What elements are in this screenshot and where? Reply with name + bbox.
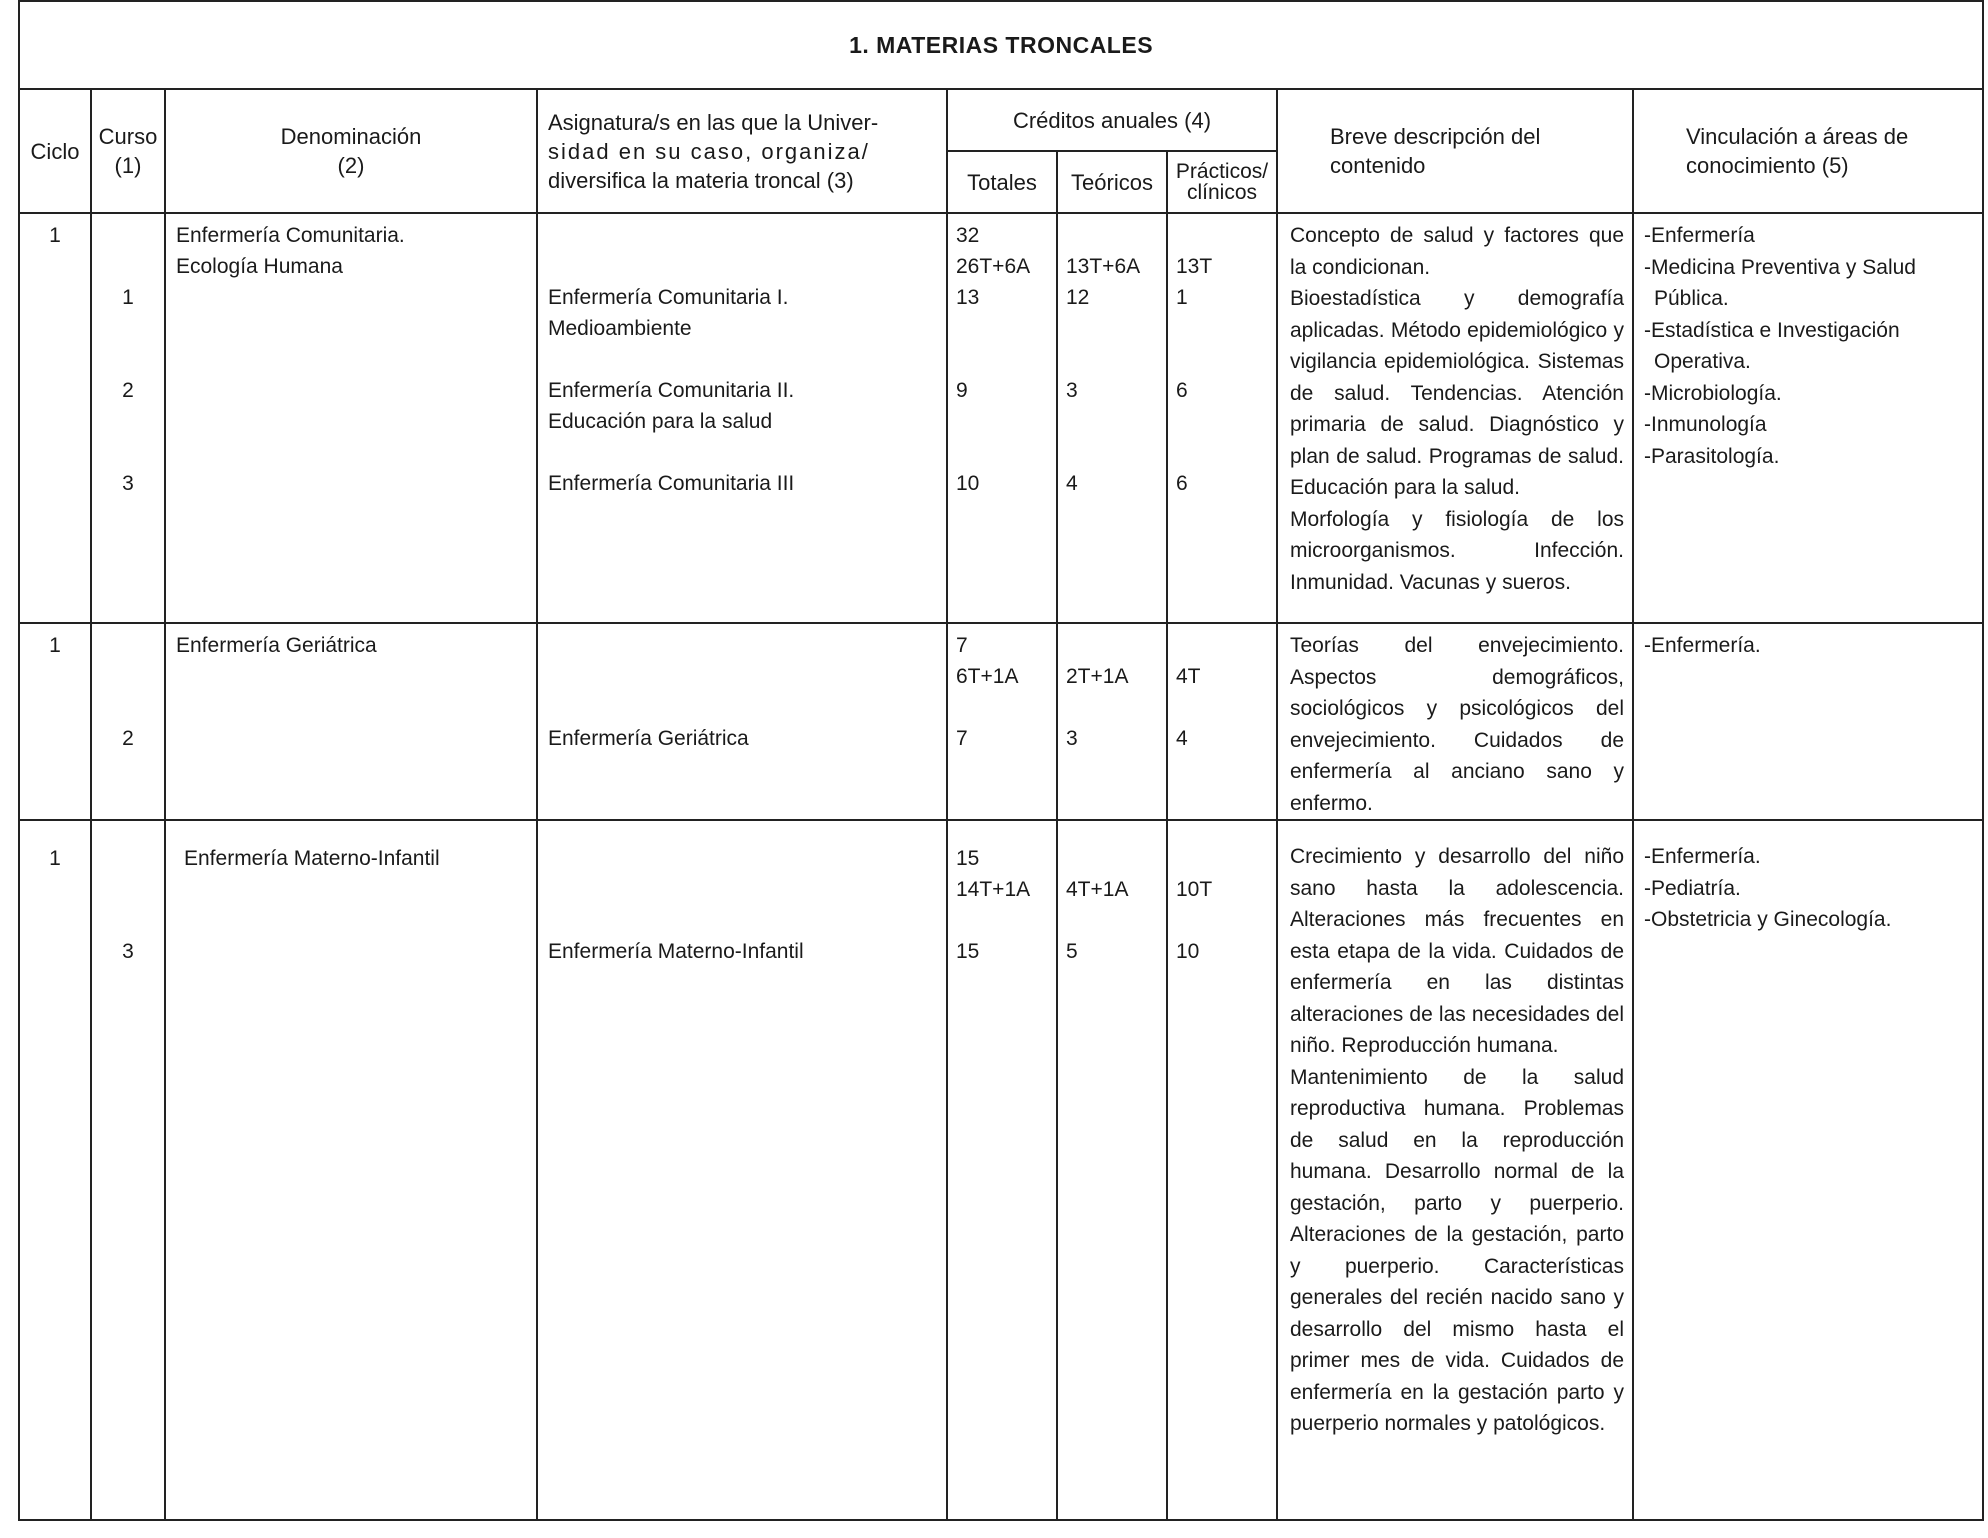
cell-asignatura: [537, 623, 947, 820]
header-ciclo: Ciclo: [19, 89, 91, 213]
cell-practicos: [1167, 213, 1277, 623]
header-vinculacion-line2: conocimiento (5): [1686, 153, 1849, 178]
curso-value: 3: [122, 940, 134, 963]
totales-value: 15: [956, 940, 980, 963]
descripcion-paragraph: Crecimiento y desarrollo del niño sano hasta la adolescencia. Alteraciones más frecuentes en esta etapa de la vida. Cuidados de enfermería en las distintas alteraciones de las necesidades del niño. Reproducción humana.: [1290, 845, 1624, 1057]
header-denominacion: [165, 89, 537, 213]
denominacion-line: Enfermería Materno-Infantil: [184, 847, 440, 870]
cell-ciclo: [19, 820, 91, 1520]
header-asignatura-line1: Asignatura/s en las que la Univer-: [548, 109, 879, 135]
cell-ciclo: [19, 623, 91, 820]
practicos-value: 4: [1176, 727, 1188, 750]
cell-descripcion: [1277, 820, 1633, 1520]
denominacion-line: Ecología Humana: [176, 255, 343, 278]
practicos-value: 6: [1176, 472, 1188, 495]
cell-totales: [947, 820, 1057, 1520]
totales-value: 26T+6A: [956, 255, 1031, 278]
asignatura-line: Medioambiente: [548, 317, 692, 340]
header-curso: [91, 89, 165, 213]
practicos-value: 13T: [1176, 255, 1213, 278]
teoricos-value: 4T+1A: [1066, 878, 1129, 901]
teoricos-value: 3: [1066, 379, 1078, 402]
descripcion-paragraph: Concepto de salud y factores que la condicionan.: [1290, 224, 1624, 279]
totales-value: 10: [956, 472, 980, 495]
cell-asignatura: [537, 820, 947, 1520]
cell-areas: [1633, 213, 1983, 623]
cell-curso: [91, 213, 165, 623]
totales-value: 15: [956, 847, 980, 870]
totales-value: 6T+1A: [956, 665, 1019, 688]
descripcion-paragraph: Morfología y fisiología de los microorganismos. Infección. Inmunidad. Vacunas y sueros.: [1290, 507, 1624, 594]
practicos-value: 10: [1176, 940, 1200, 963]
cell-areas: [1633, 623, 1983, 820]
teoricos-value: 4: [1066, 472, 1078, 495]
cell-denominacion: [165, 213, 537, 623]
teoricos-value: 5: [1066, 940, 1078, 963]
teoricos-value: 12: [1066, 286, 1090, 309]
cell-practicos: [1167, 820, 1277, 1520]
table-row: [19, 213, 1983, 623]
asignatura-line: Enfermería Geriátrica: [548, 727, 749, 750]
ciclo-value: 1: [49, 847, 61, 870]
header-curso-line1: Curso: [98, 124, 158, 149]
cell-areas: [1633, 820, 1983, 1520]
header-descripcion-line1: Breve descripción del: [1330, 124, 1541, 149]
denominacion-line: Enfermería Geriátrica: [176, 634, 377, 657]
cell-totales: [947, 213, 1057, 623]
cell-totales: [947, 623, 1057, 820]
totales-value: 32: [956, 224, 980, 247]
header-totales: Totales: [947, 151, 1057, 213]
totales-value: 7: [956, 727, 968, 750]
asignatura-line: Enfermería Comunitaria II.: [548, 379, 795, 402]
cell-descripcion: [1277, 623, 1633, 820]
cell-ciclo: [19, 213, 91, 623]
area-item: Pública.: [1654, 287, 1729, 310]
header-practicos-line2: clínicos: [1186, 181, 1258, 204]
ciclo-value: 1: [49, 634, 61, 657]
area-item: -Inmunología: [1644, 413, 1767, 436]
cell-descripcion: [1277, 213, 1633, 623]
curso-value: 3: [122, 472, 134, 495]
header-denominacion-line1: Denominación: [280, 124, 422, 149]
area-item: -Enfermería.: [1644, 634, 1761, 657]
header-asignatura-line3: diversifica la materia troncal (3): [548, 167, 854, 193]
table-title: 1. MATERIAS TRONCALES: [19, 1, 1983, 89]
area-item: -Obstetricia y Ginecología.: [1644, 908, 1892, 931]
descripcion-paragraph: Bioestadística y demografía aplicadas. Método epidemiológico y vigilancia epidemiológica. Sistemas de salud. Tendencias. Atención primaria de salud. Diagnóstico y plan de salud. Programas de salud. Educación para la salud.: [1290, 287, 1624, 499]
curso-value: 2: [122, 727, 134, 750]
area-item: Operativa.: [1654, 350, 1751, 373]
header-asignatura-line2: sidad en su caso, organiza/: [548, 138, 870, 164]
curso-value: 1: [122, 286, 134, 309]
document-page: [18, 0, 1982, 1530]
totales-value: 9: [956, 379, 968, 402]
header-practicos: [1167, 151, 1277, 213]
header-creditos: Créditos anuales (4): [947, 89, 1277, 151]
descripcion-paragraph: Mantenimiento de la salud reproductiva humana. Problemas de salud en la reproducción humana. Desarrollo normal de la gestación, parto y puerperio. Alteraciones de la gestación, parto y puerperio. Características generales del recién nacido sano y desarrollo del mismo hasta el primer mes de vida. Cuidados de enfermería en la gestación parto y puerperio normales y patológicos.: [1290, 1065, 1624, 1435]
table-row: [19, 623, 1983, 820]
header-curso-line2: (1): [114, 153, 142, 178]
asignatura-line: Enfermería Materno-Infantil: [548, 940, 804, 963]
asignatura-line: Enfermería Comunitaria I.: [548, 286, 789, 309]
materias-troncales-table: [18, 0, 1984, 1521]
cell-curso: [91, 623, 165, 820]
area-item: -Microbiología.: [1644, 381, 1782, 405]
header-teoricos: Teóricos: [1057, 151, 1167, 213]
area-item: -Parasitología.: [1644, 444, 1780, 468]
cell-teoricos: [1057, 213, 1167, 623]
teoricos-value: 3: [1066, 727, 1078, 750]
totales-value: 14T+1A: [956, 878, 1031, 901]
header-vinculacion: [1633, 89, 1983, 213]
teoricos-value: 2T+1A: [1066, 665, 1129, 688]
cell-practicos: [1167, 623, 1277, 820]
header-descripcion-line2: contenido: [1330, 153, 1426, 178]
ciclo-value: 1: [49, 224, 61, 247]
area-item: -Medicina Preventiva y Salud: [1644, 255, 1916, 279]
header-descripcion: [1277, 89, 1633, 213]
curso-value: 2: [122, 379, 134, 402]
teoricos-value: 13T+6A: [1066, 255, 1141, 278]
table-row: [19, 820, 1983, 1520]
area-item: -Pediatría.: [1644, 876, 1741, 900]
area-item: -Enfermería.: [1644, 845, 1761, 868]
header-practicos-line1: Prácticos/: [1175, 160, 1269, 183]
header-vinculacion-line1: Vinculación a áreas de: [1686, 124, 1909, 149]
cell-denominacion: [165, 623, 537, 820]
cell-teoricos: [1057, 820, 1167, 1520]
cell-asignatura: [537, 213, 947, 623]
cell-denominacion: [165, 820, 537, 1520]
denominacion-line: Enfermería Comunitaria.: [176, 224, 405, 247]
descripcion-paragraph: Teorías del envejecimiento. Aspectos demográficos, sociológicos y psicológicos del envejecimiento. Cuidados de enfermería al anciano sano y enfermo.: [1290, 634, 1624, 815]
cell-teoricos: [1057, 623, 1167, 820]
totales-value: 7: [956, 634, 968, 657]
totales-value: 13: [956, 286, 980, 309]
asignatura-line: Educación para la salud: [548, 410, 773, 433]
asignatura-line: Enfermería Comunitaria III: [548, 472, 795, 495]
practicos-value: 1: [1176, 286, 1188, 309]
cell-curso: [91, 820, 165, 1520]
practicos-value: 10T: [1176, 878, 1213, 901]
header-asignatura: [537, 89, 947, 213]
header-denominacion-line2: (2): [337, 153, 365, 178]
practicos-value: 4T: [1176, 665, 1201, 688]
area-item: -Enfermería: [1644, 224, 1755, 247]
area-item: -Estadística e Investigación: [1644, 318, 1900, 342]
practicos-value: 6: [1176, 379, 1188, 402]
